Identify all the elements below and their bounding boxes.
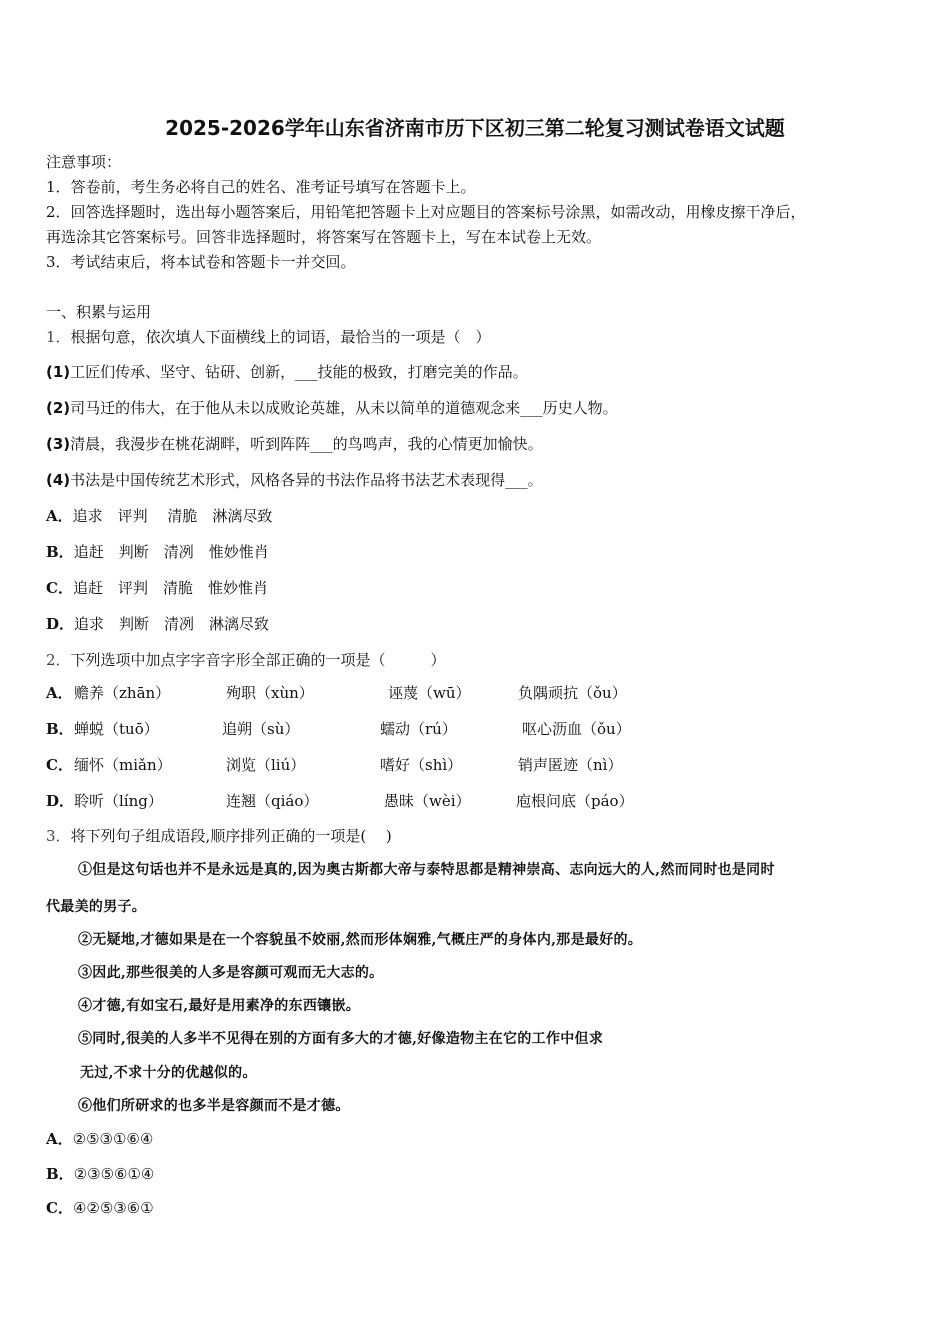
notice-heading: 注意事项： — [46, 153, 122, 171]
q2-option-a-item-3: 诬蔑（wū） — [388, 684, 471, 702]
sentence-tag: (3) — [46, 435, 71, 453]
q1-sentence-4 — [46, 470, 543, 490]
option-text: 追赶 评判 清脆 惟妙惟肖 — [72, 579, 268, 597]
q2-option-d-item-1: 聆听（líng） — [74, 792, 163, 810]
question-text: 下列选项中加点字字音字形全部正确的一项是（ ） — [70, 651, 446, 669]
question-number: 2． — [46, 651, 71, 669]
option-label: C． — [46, 1199, 73, 1217]
q3-option-a[interactable] — [46, 1129, 153, 1149]
q1-option-b[interactable] — [46, 542, 269, 562]
option-label: A． — [46, 507, 73, 525]
q2-option-c-item-1: 缅怀（miǎn） — [74, 756, 172, 774]
q1-option-c[interactable] — [46, 578, 268, 598]
option-label: B． — [46, 543, 74, 561]
q3-sentence-3: ③因此,那些很美的人多是容颜可观而无大志的。 — [78, 965, 384, 981]
q2-option-b-item-4: 呕心沥血（ǒu） — [522, 720, 631, 738]
option-text: 追求 评判 清脆 淋漓尽致 — [72, 507, 273, 525]
question-3-stem — [46, 826, 392, 846]
q2-option-a-item-2: 殉职（xùn） — [226, 684, 314, 702]
notice-item-1: 1．答卷前，考生务必将自己的姓名、准考证号填写在答题卡上。 — [46, 178, 476, 196]
option-text: 追赶 判断 清冽 惟妙惟肖 — [73, 543, 269, 561]
option-text: ②③⑤⑥①④ — [73, 1165, 155, 1183]
question-text: 将下列句子组成语段,顺序排列正确的一项是( ) — [70, 827, 392, 845]
question-text: 根据句意，依次填人下面横线上的词语，最恰当的一项是（ ） — [70, 328, 491, 346]
q2-option-c-item-4: 销声匿迹（nì） — [518, 756, 623, 774]
q2-option-a-item-4: 负隅顽抗（ǒu） — [518, 684, 627, 702]
q3-sentence-6: ⑥他们所研求的也多半是容颜而不是才德。 — [78, 1098, 350, 1114]
q2-option-d-item-4: 庖根问底（páo） — [516, 792, 634, 810]
notice-item-2-cont: 再选涂其它答案标号。回答非选择题时，将答案写在答题卡上，写在本试卷上无效。 — [46, 228, 602, 246]
q2-option-b-item-3: 蠕动（rú） — [380, 720, 457, 738]
q3-option-c[interactable] — [46, 1198, 154, 1218]
section-heading: 一、积累与运用 — [46, 303, 152, 321]
question-1-stem — [46, 327, 491, 347]
q3-sentence-1: ①但是这句话也并不是永远是真的,因为奥古斯都大帝与泰特思都是精神崇高、志向远大的人,然而同时也是同时 — [78, 862, 775, 878]
q2-option-c-label[interactable]: C． — [46, 756, 73, 774]
q3-sentence-2: ②无疑地,才德如果是在一个容貌虽不姣丽,然而形体娴雅,气概庄严的身体内,那是最好的。 — [78, 932, 643, 948]
sentence-tag: (1) — [46, 363, 71, 381]
sentence-text: 清晨，我漫步在桃花湖畔，听到阵阵___的鸟鸣声，我的心情更加愉快。 — [70, 435, 543, 453]
sentence-text: 书法是中国传统艺术形式，风格各异的书法作品将书法艺术表现得___。 — [70, 471, 543, 489]
sentence-text: 工匠们传承、坚守、钻研、创新，___技能的极致，打磨完美的作品。 — [70, 363, 528, 381]
q2-option-d-item-3: 愚昧（wèi） — [384, 792, 471, 810]
option-text: ④②⑤③⑥① — [72, 1199, 154, 1217]
option-label: B． — [46, 1165, 74, 1183]
q1-sentence-3 — [46, 434, 543, 454]
page-title: 2025-2026学年山东省济南市历下区初三第二轮复习测试卷语文试题 — [165, 116, 785, 140]
q3-sentence-4: ④才德,有如宝石,最好是用素净的东西镶嵌。 — [78, 998, 361, 1014]
q2-option-c-item-2: 浏览（liú） — [226, 756, 306, 774]
q2-option-d-label[interactable]: D． — [46, 792, 75, 810]
option-label: D． — [46, 615, 75, 633]
question-number: 3． — [46, 827, 71, 845]
q2-option-c-item-3: 嗜好（shì） — [380, 756, 463, 774]
question-number: 1． — [46, 328, 71, 346]
sentence-tag: (2) — [46, 399, 71, 417]
notice-item-3: 3．考试结束后，将本试卷和答题卡一并交回。 — [46, 253, 356, 271]
sentence-tag: (4) — [46, 471, 71, 489]
q2-option-a-label[interactable]: A． — [46, 684, 73, 702]
option-label: A． — [46, 1130, 73, 1148]
q2-option-d-item-2: 连翘（qiáo） — [226, 792, 319, 810]
q3-sentence-1-cont: 代最美的男子。 — [46, 899, 147, 915]
q1-sentence-1 — [46, 362, 528, 382]
q3-sentence-5: ⑤同时,很美的人多半不见得在别的方面有多大的才德,好像造物主在它的工作中但求 — [78, 1031, 604, 1047]
notice-item-2: 2．回答选择题时，选出每小题答案后，用铅笔把答题卡上对应题目的答案标号涂黑，如需改动，用橡皮擦干净后， — [46, 203, 806, 221]
q1-sentence-2 — [46, 398, 618, 418]
q2-option-b-item-1: 蝉蜕（tuō） — [74, 720, 159, 738]
option-label: C． — [46, 579, 73, 597]
question-2-stem — [46, 650, 446, 670]
q3-sentence-5-cont: 无过,不求十分的优越似的。 — [80, 1065, 257, 1081]
q3-option-b[interactable] — [46, 1164, 154, 1184]
q2-option-b-label[interactable]: B． — [46, 720, 74, 738]
q2-option-b-item-2: 追朔（sù） — [222, 720, 300, 738]
sentence-text: 司马迁的伟大，在于他从未以成败论英雄，从未以简单的道德观念来___历史人物。 — [70, 399, 618, 417]
q1-option-d[interactable] — [46, 614, 269, 634]
q2-option-a-item-1: 赡养（zhān） — [74, 684, 171, 702]
option-text: 追求 判断 清冽 淋漓尽致 — [74, 615, 270, 633]
q1-option-a[interactable] — [46, 506, 272, 526]
option-text: ②⑤③①⑥④ — [72, 1130, 154, 1148]
